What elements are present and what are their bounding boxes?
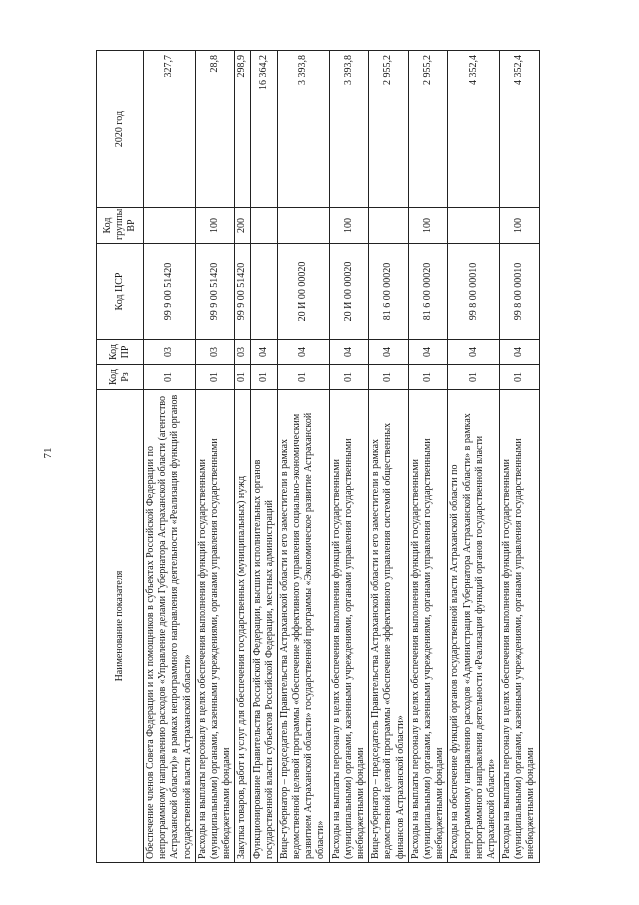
- row-vr: 100: [195, 208, 235, 244]
- row-csr: 99 9 00 51420: [144, 244, 196, 340]
- table-row: [144, 51, 196, 863]
- page-number: 71: [42, 447, 54, 459]
- row-pr: 03: [195, 340, 235, 365]
- row-year: 4 352,4: [448, 51, 500, 208]
- header-pr: Код ПР: [97, 340, 144, 365]
- header-rz: Код Рз: [97, 365, 144, 390]
- row-pr: 04: [250, 340, 277, 365]
- row-vr: [369, 208, 409, 244]
- row-year: 2 955,2: [369, 51, 409, 208]
- row-name: Функционирование Правительства Российской Федерации, высших исполнительных органов государственной власти субъектов Российской Федерации, местных администраций: [250, 390, 277, 863]
- table-row: [195, 51, 235, 863]
- row-csr: 99 8 00 00010: [448, 244, 500, 340]
- header-vr: Код группы ВР: [97, 208, 144, 244]
- row-name: Закупка товаров, работ и услуг для обеспечения государственных (муниципальных) нужд: [235, 390, 250, 863]
- table-row: [448, 51, 500, 863]
- row-rz: 01: [369, 365, 409, 390]
- row-name: Расходы на выплаты персоналу в целях обеспечения выполнения функций государственными (муниципальными) органами, казенными учреждениями, органами управления государственными внебюджетными фондами: [500, 390, 540, 863]
- row-rz: 01: [500, 365, 540, 390]
- header-csr: Код ЦСР: [97, 244, 144, 340]
- row-name: Расходы на обеспечение функций органов государственной власти Астраханской области по непрограммному направлению расходов «Администрация Губернатора Астраханской области» в рамках непрограммного направления деятельности «Реализация функций органов государственной власти Астраханской области»: [448, 390, 500, 863]
- row-pr: 03: [235, 340, 250, 365]
- row-rz: 01: [195, 365, 235, 390]
- budget-table: [96, 50, 540, 863]
- row-pr: 03: [144, 340, 196, 365]
- budget-table-rotated: [96, 51, 596, 863]
- row-year: 4 352,4: [500, 51, 540, 208]
- row-rz: 01: [408, 365, 448, 390]
- table-header-row: [97, 51, 144, 863]
- row-name: Расходы на выплаты персоналу в целях обеспечения выполнения функций государственными (муниципальными) органами, казенными учреждениями, органами управления государственными внебюджетными фондами: [195, 390, 235, 863]
- row-vr: [277, 208, 329, 244]
- row-csr: 81 6 00 00020: [408, 244, 448, 340]
- row-vr: 100: [329, 208, 369, 244]
- row-pr: 04: [448, 340, 500, 365]
- row-rz: 01: [448, 365, 500, 390]
- row-year: 298,9: [235, 51, 250, 208]
- row-year: 3 393,8: [329, 51, 369, 208]
- table-row: [277, 51, 329, 863]
- row-year: 28,8: [195, 51, 235, 208]
- row-csr: 99 9 00 51420: [235, 244, 250, 340]
- table-row: [500, 51, 540, 863]
- header-year: 2020 год: [97, 51, 144, 208]
- row-name: Вице-губернатор – председатель Правительства Астраханской области и его заместители в рамках ведомственной целевой программы «Обеспечение эффективного управления социально-экономическим развитием Астраханской области» государственной программы «Экономическое развитие Астраханской области»: [277, 390, 329, 863]
- row-vr: 100: [500, 208, 540, 244]
- table-row: [329, 51, 369, 863]
- row-rz: 01: [144, 365, 196, 390]
- row-vr: [250, 208, 277, 244]
- header-name: Наименование показателя: [97, 390, 144, 863]
- row-year: 2 955,2: [408, 51, 448, 208]
- row-csr: 99 8 00 00010: [500, 244, 540, 340]
- row-rz: 01: [329, 365, 369, 390]
- row-name: Обеспечение членов Совета Федерации и их помощников в субъектах Российской Федерации по непрограммному направлению расходов «Управление делами Губернатора Астраханской области (агентство Астраханской области)» в рамках непрограммного направления деятельности «Реализация функций органов государственной власти Астраханской области»: [144, 390, 196, 863]
- row-name: Вице-губернатор – председатель Правительства Астраханской области и его заместители в рамках ведомственной целевой программы «Обеспечение эффективного управления системой общественных финансов Астраханской области»: [369, 390, 409, 863]
- row-vr: [144, 208, 196, 244]
- row-vr: [448, 208, 500, 244]
- row-csr: [250, 244, 277, 340]
- row-rz: 01: [235, 365, 250, 390]
- row-csr: 99 9 00 51420: [195, 244, 235, 340]
- row-rz: 01: [250, 365, 277, 390]
- row-pr: 04: [369, 340, 409, 365]
- row-pr: 04: [408, 340, 448, 365]
- row-name: Расходы на выплаты персоналу в целях обеспечения выполнения функций государственными (муниципальными) органами, казенными учреждениями, органами управления государственными внебюджетными фондами: [329, 390, 369, 863]
- table-row: [369, 51, 409, 863]
- budget-table-frame: [96, 51, 596, 863]
- row-pr: 04: [329, 340, 369, 365]
- row-csr: 20 И 00 00020: [329, 244, 369, 340]
- table-row: [250, 51, 277, 863]
- row-vr: 200: [235, 208, 250, 244]
- row-year: 16 364,2: [250, 51, 277, 208]
- row-year: 3 393,8: [277, 51, 329, 208]
- row-year: 327,7: [144, 51, 196, 208]
- row-vr: 100: [408, 208, 448, 244]
- row-csr: 20 И 00 00020: [277, 244, 329, 340]
- row-name: Расходы на выплаты персоналу в целях обеспечения выполнения функций государственными (муниципальными) органами, казенными учреждениями, органами управления государственными внебюджетными фондами: [408, 390, 448, 863]
- row-pr: 04: [277, 340, 329, 365]
- row-pr: 04: [500, 340, 540, 365]
- table-row: [235, 51, 250, 863]
- table-row: [408, 51, 448, 863]
- row-csr: 81 6 00 00020: [369, 244, 409, 340]
- row-rz: 01: [277, 365, 329, 390]
